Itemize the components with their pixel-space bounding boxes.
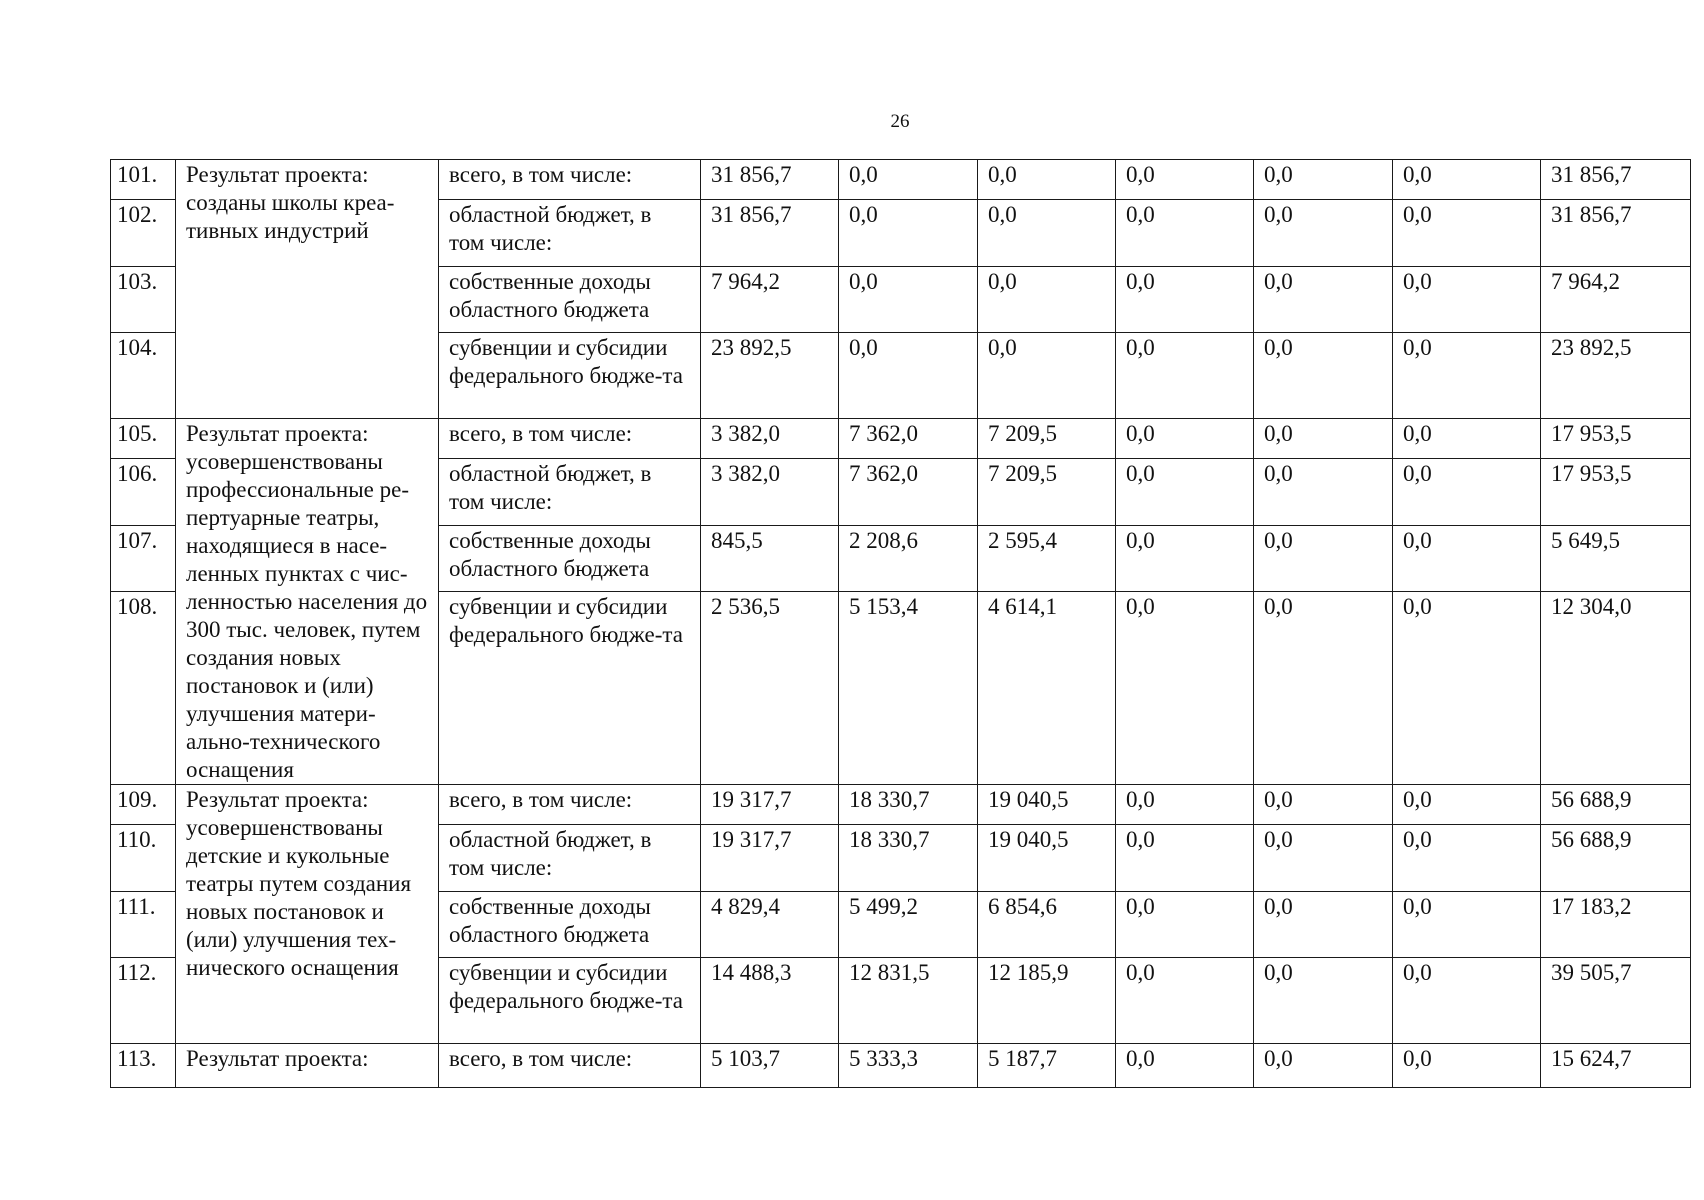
year-value: 0,0 <box>1116 419 1254 459</box>
year-value: 5 187,7 <box>978 1044 1116 1088</box>
year-value: 0,0 <box>1393 267 1541 333</box>
page-number: 26 <box>890 111 910 132</box>
row-number: 113. <box>111 1044 176 1088</box>
project-result-label: Результат проекта: усовершенствованы профессиональные ре-пертуарные театры, находящиеся в насе-ленных пунктах с чис-ленностью населения до 300 тыс. человек, путем создания новых постановок и (или) улучшения матери-ально-технического оснащения <box>176 419 439 785</box>
table-row <box>111 419 1691 459</box>
year-value: 0,0 <box>1116 333 1254 419</box>
year-value: 12 185,9 <box>978 958 1116 1044</box>
row-number: 104. <box>111 333 176 419</box>
year-value: 0,0 <box>839 160 978 200</box>
total-value: 7 964,2 <box>1541 267 1691 333</box>
year-value: 0,0 <box>1116 785 1254 825</box>
total-value: 17 953,5 <box>1541 419 1691 459</box>
table-row <box>111 785 1691 825</box>
year-value: 0,0 <box>1393 459 1541 526</box>
year-value: 0,0 <box>1254 1044 1393 1088</box>
year-value: 0,0 <box>1116 160 1254 200</box>
year-value: 0,0 <box>1254 333 1393 419</box>
year-value: 0,0 <box>1393 592 1541 785</box>
row-number: 106. <box>111 459 176 526</box>
year-value: 0,0 <box>978 200 1116 267</box>
year-value: 0,0 <box>1116 958 1254 1044</box>
year-value: 7 362,0 <box>839 459 978 526</box>
year-value: 19 040,5 <box>978 785 1116 825</box>
row-number: 107. <box>111 526 176 592</box>
year-value: 0,0 <box>1254 200 1393 267</box>
year-value: 4 829,4 <box>701 892 839 958</box>
year-value: 0,0 <box>839 333 978 419</box>
total-value: 39 505,7 <box>1541 958 1691 1044</box>
year-value: 0,0 <box>978 267 1116 333</box>
year-value: 0,0 <box>1254 526 1393 592</box>
year-value: 0,0 <box>978 160 1116 200</box>
year-value: 0,0 <box>839 267 978 333</box>
year-value: 0,0 <box>1116 825 1254 892</box>
year-value: 0,0 <box>1254 958 1393 1044</box>
year-value: 0,0 <box>1116 459 1254 526</box>
table-row <box>111 160 1691 200</box>
project-result-label: Результат проекта: усовершенствованы детские и кукольные театры путем создания новых постановок и (или) улучшения тех-нического оснащения <box>176 785 439 1044</box>
row-number: 111. <box>111 892 176 958</box>
year-value: 0,0 <box>1254 419 1393 459</box>
year-value: 2 536,5 <box>701 592 839 785</box>
year-value: 0,0 <box>1393 419 1541 459</box>
year-value: 19 040,5 <box>978 825 1116 892</box>
year-value: 0,0 <box>1393 1044 1541 1088</box>
funding-category: всего, в том числе: <box>439 1044 701 1088</box>
year-value: 3 382,0 <box>701 419 839 459</box>
total-value: 5 649,5 <box>1541 526 1691 592</box>
year-value: 18 330,7 <box>839 825 978 892</box>
year-value: 0,0 <box>1254 459 1393 526</box>
year-value: 5 333,3 <box>839 1044 978 1088</box>
budget-table <box>110 159 1691 1088</box>
funding-category: областной бюджет, в том числе: <box>439 459 701 526</box>
year-value: 19 317,7 <box>701 785 839 825</box>
year-value: 0,0 <box>1393 785 1541 825</box>
year-value: 18 330,7 <box>839 785 978 825</box>
row-number: 102. <box>111 200 176 267</box>
year-value: 0,0 <box>1393 200 1541 267</box>
funding-category: собственные доходы областного бюджета <box>439 267 701 333</box>
year-value: 6 854,6 <box>978 892 1116 958</box>
year-value: 5 103,7 <box>701 1044 839 1088</box>
year-value: 2 208,6 <box>839 526 978 592</box>
total-value: 15 624,7 <box>1541 1044 1691 1088</box>
year-value: 0,0 <box>1254 825 1393 892</box>
row-number: 103. <box>111 267 176 333</box>
funding-category: субвенции и субсидии федерального бюдже-та <box>439 592 701 785</box>
year-value: 7 362,0 <box>839 419 978 459</box>
year-value: 0,0 <box>1254 267 1393 333</box>
year-value: 0,0 <box>1116 1044 1254 1088</box>
total-value: 12 304,0 <box>1541 592 1691 785</box>
year-value: 0,0 <box>1116 892 1254 958</box>
year-value: 7 209,5 <box>978 419 1116 459</box>
year-value: 31 856,7 <box>701 200 839 267</box>
year-value: 0,0 <box>1393 160 1541 200</box>
year-value: 2 595,4 <box>978 526 1116 592</box>
year-value: 0,0 <box>1393 333 1541 419</box>
row-number: 112. <box>111 958 176 1044</box>
total-value: 31 856,7 <box>1541 200 1691 267</box>
year-value: 0,0 <box>978 333 1116 419</box>
funding-category: субвенции и субсидии федерального бюдже-та <box>439 333 701 419</box>
year-value: 0,0 <box>1116 200 1254 267</box>
year-value: 0,0 <box>1254 785 1393 825</box>
year-value: 0,0 <box>839 200 978 267</box>
funding-category: областной бюджет, в том числе: <box>439 825 701 892</box>
table-row <box>111 1044 1691 1088</box>
funding-category: собственные доходы областного бюджета <box>439 526 701 592</box>
project-result-label: Результат проекта: <box>176 1044 439 1088</box>
year-value: 0,0 <box>1254 160 1393 200</box>
row-number: 101. <box>111 160 176 200</box>
year-value: 0,0 <box>1254 892 1393 958</box>
row-number: 109. <box>111 785 176 825</box>
year-value: 5 153,4 <box>839 592 978 785</box>
total-value: 31 856,7 <box>1541 160 1691 200</box>
year-value: 0,0 <box>1116 592 1254 785</box>
total-value: 56 688,9 <box>1541 785 1691 825</box>
year-value: 0,0 <box>1393 825 1541 892</box>
year-value: 7 209,5 <box>978 459 1116 526</box>
row-number: 108. <box>111 592 176 785</box>
year-value: 12 831,5 <box>839 958 978 1044</box>
year-value: 7 964,2 <box>701 267 839 333</box>
year-value: 0,0 <box>1116 267 1254 333</box>
year-value: 19 317,7 <box>701 825 839 892</box>
total-value: 17 183,2 <box>1541 892 1691 958</box>
year-value: 0,0 <box>1393 958 1541 1044</box>
funding-category: субвенции и субсидии федерального бюдже-та <box>439 958 701 1044</box>
project-result-label: Результат проекта: созданы школы креа-тивных индустрий <box>176 160 439 419</box>
total-value: 23 892,5 <box>1541 333 1691 419</box>
year-value: 0,0 <box>1393 892 1541 958</box>
year-value: 0,0 <box>1116 526 1254 592</box>
year-value: 31 856,7 <box>701 160 839 200</box>
funding-category: всего, в том числе: <box>439 419 701 459</box>
year-value: 5 499,2 <box>839 892 978 958</box>
funding-category: собственные доходы областного бюджета <box>439 892 701 958</box>
year-value: 3 382,0 <box>701 459 839 526</box>
year-value: 0,0 <box>1393 526 1541 592</box>
funding-category: всего, в том числе: <box>439 160 701 200</box>
funding-category: всего, в том числе: <box>439 785 701 825</box>
funding-category: областной бюджет, в том числе: <box>439 200 701 267</box>
total-value: 17 953,5 <box>1541 459 1691 526</box>
row-number: 110. <box>111 825 176 892</box>
year-value: 23 892,5 <box>701 333 839 419</box>
total-value: 56 688,9 <box>1541 825 1691 892</box>
row-number: 105. <box>111 419 176 459</box>
year-value: 4 614,1 <box>978 592 1116 785</box>
year-value: 845,5 <box>701 526 839 592</box>
year-value: 0,0 <box>1254 592 1393 785</box>
year-value: 14 488,3 <box>701 958 839 1044</box>
